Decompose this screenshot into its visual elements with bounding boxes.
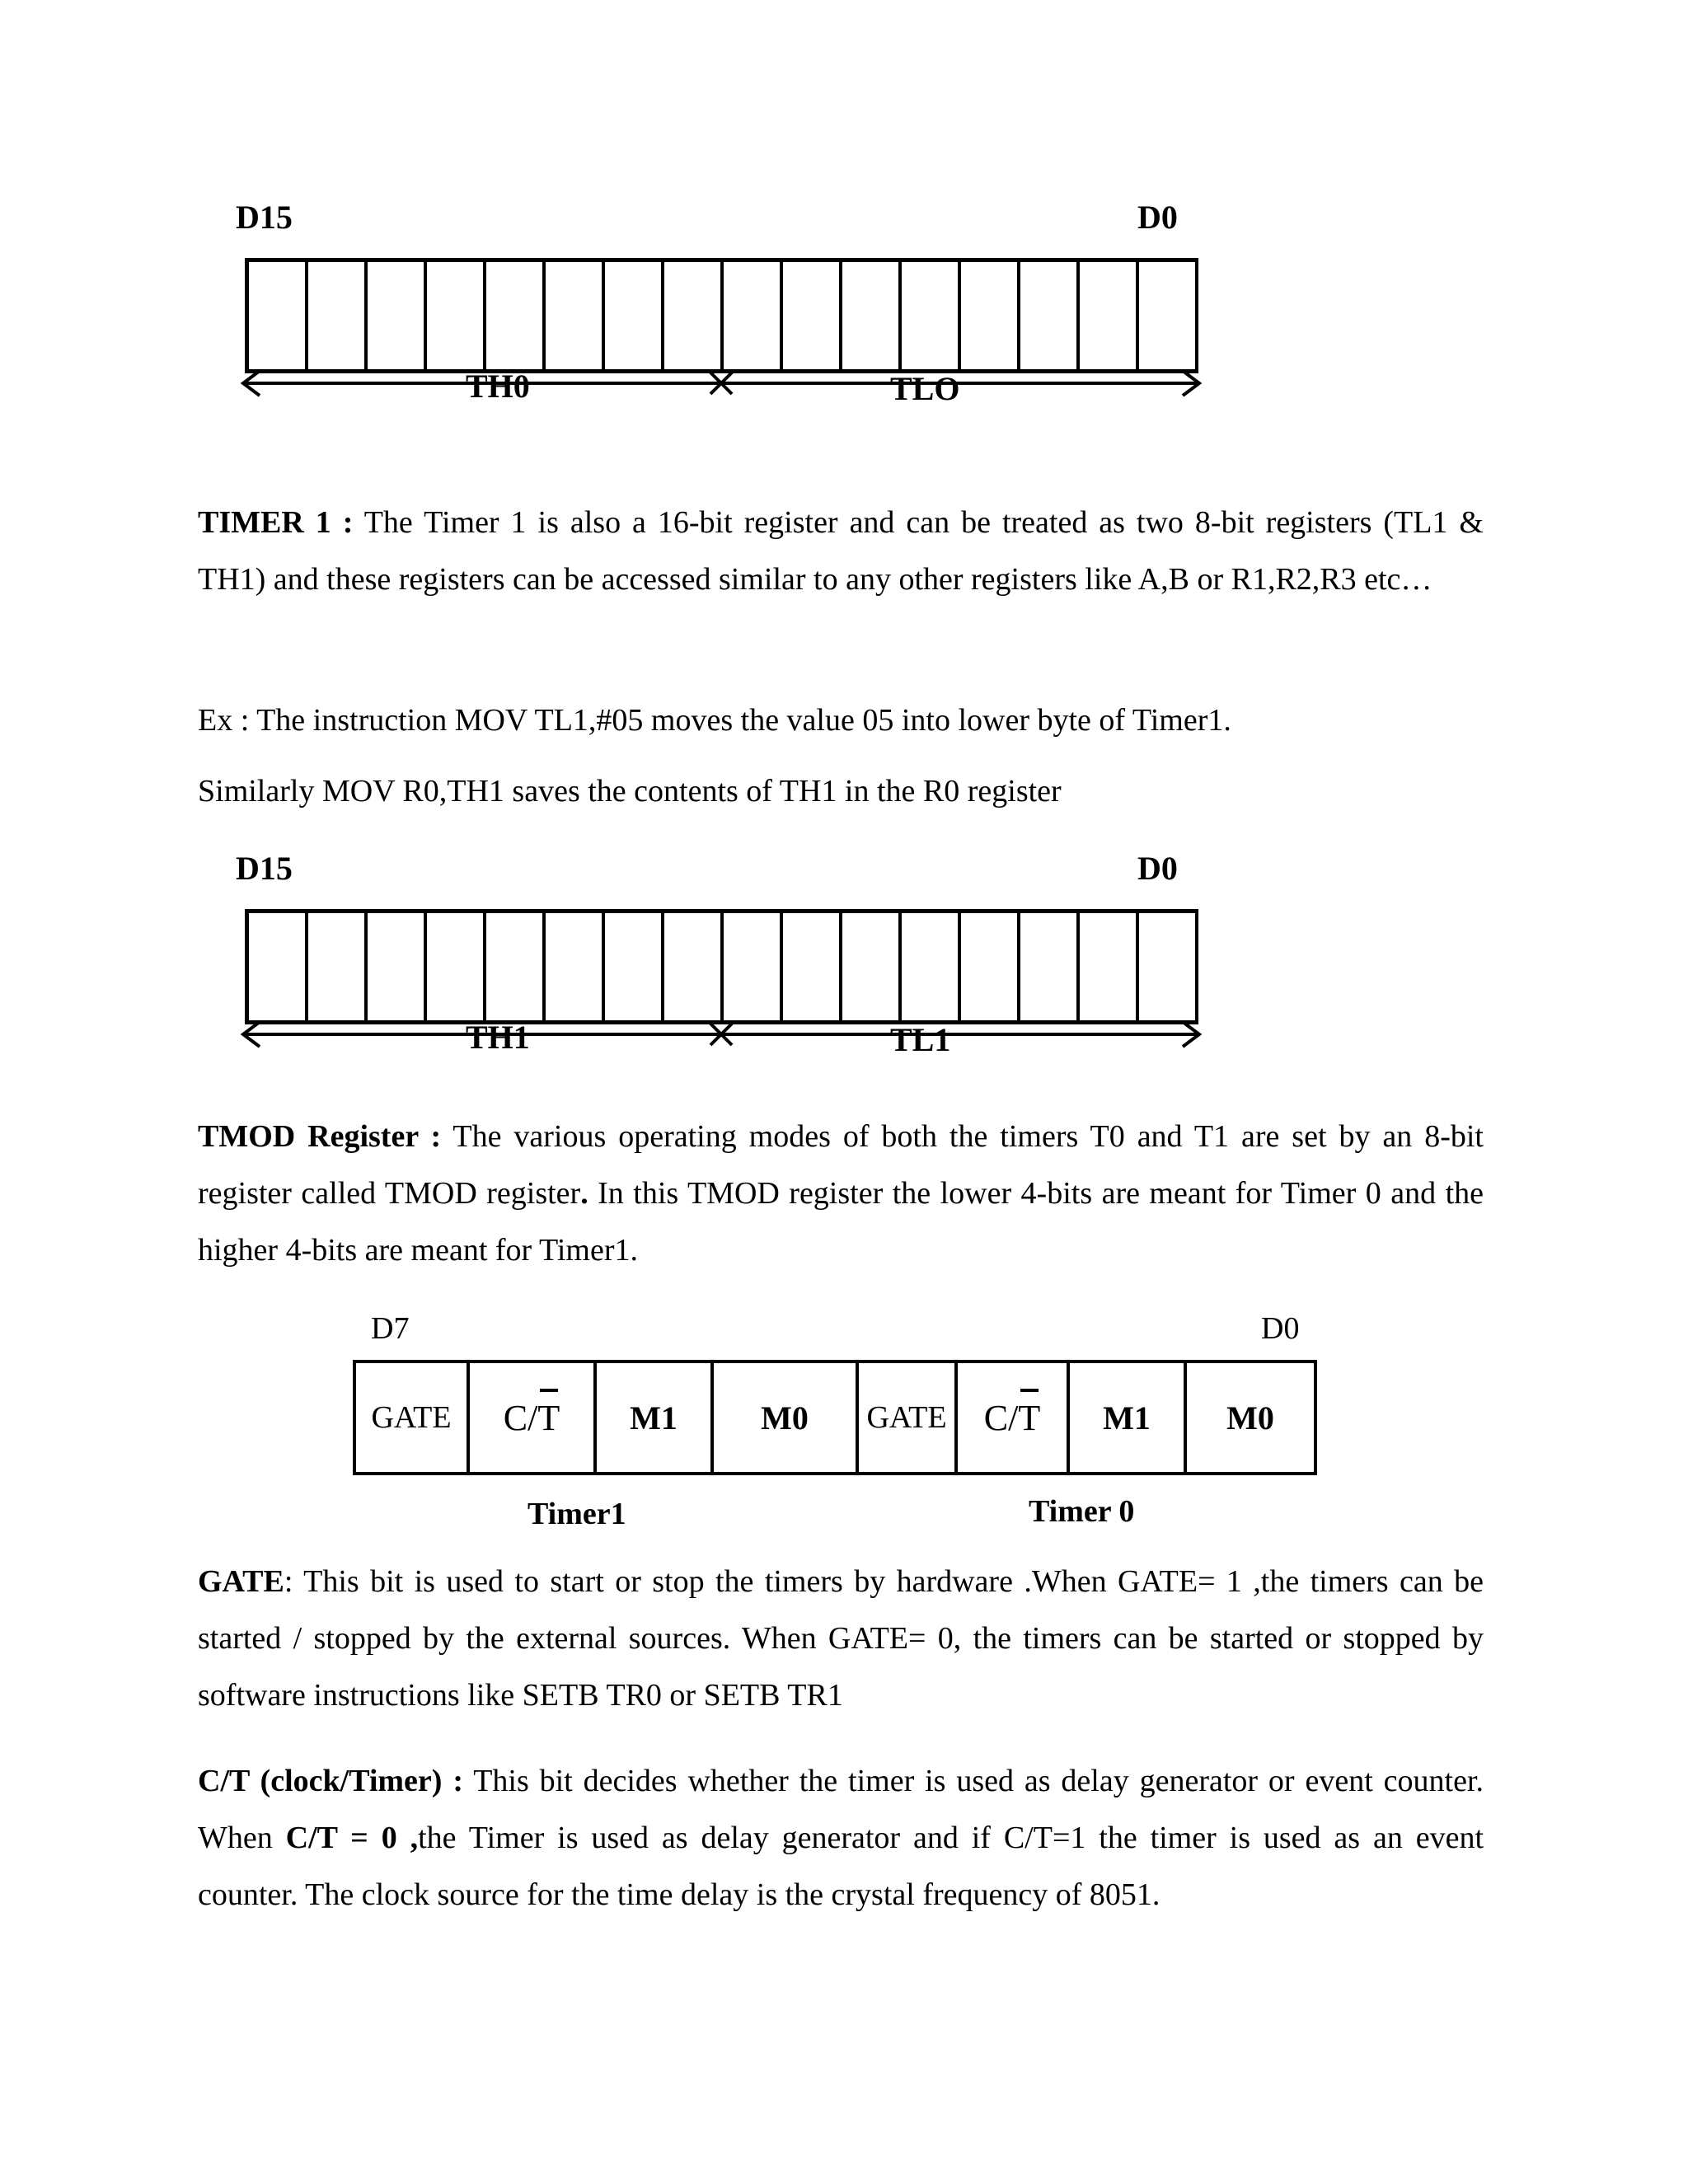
timer1-text: The Timer 1 is also a 16-bit register and can be treated as two 8-bit registers (TL1 & TH1) and these registers can be accessed similar to any other registers like A,B or R1,R2,R3 etc… (198, 505, 1484, 597)
high-byte-label: TH0 (466, 368, 530, 405)
tmod-text-1: The various operating modes of both the timers T0 and T1 are set by an 8-bit register called TMOD register (198, 1119, 1484, 1211)
tmod-register-diagram (353, 1310, 1325, 1541)
gate-heading: GATE (198, 1564, 284, 1599)
ct-text-1: This bit decides whether the timer is used as delay generator or event counter. When (198, 1764, 1484, 1855)
msb-label: D15 (236, 199, 293, 236)
group-label-timer1: Timer1 (528, 1497, 626, 1531)
span-arrow (239, 354, 1203, 404)
ct-bit-cell: C/T (467, 1360, 593, 1475)
example-line-2: Similarly MOV R0,TH1 saves the contents of TH1 in the R0 register (198, 774, 1062, 808)
tmod-heading: TMOD Register : (198, 1119, 442, 1154)
gate-text: : This bit is used to start or stop the timers by hardware .When GATE= 1 ,the timers can be started / stopped by the external sources. When GATE= 0, the timers can be started or stopped by software instructions like SETB TR0 or SETB TR1 (198, 1564, 1484, 1713)
tmod-period: . (580, 1176, 588, 1211)
ct-paragraph (198, 1753, 1484, 1924)
ct-text-2: the Timer is used as delay generator and if C/T=1 the timer is used as an event counter. The clock source for the time delay is the crystal frequency of 8051. (198, 1821, 1484, 1912)
low-byte-label: TL1 (890, 1021, 951, 1058)
tmod-bit-cells (353, 1360, 1317, 1475)
gate-paragraph (198, 1554, 1484, 1724)
lsb-label: D0 (1261, 1311, 1300, 1346)
lsb-label: D0 (1137, 850, 1178, 887)
msb-label: D7 (371, 1311, 410, 1346)
gate-bit-cell: GATE (856, 1360, 954, 1475)
tmod-paragraph (198, 1108, 1484, 1279)
timer1-paragraph (198, 494, 1484, 608)
example-line-1: Ex : The instruction MOV TL1,#05 moves the value 05 into lower byte of Timer1. (198, 703, 1231, 738)
group-label-timer0: Timer 0 (1029, 1494, 1135, 1529)
timer1-register-diagram (231, 849, 1220, 1096)
m1-bit-cell: M1 (1067, 1360, 1184, 1475)
timer1-heading: TIMER 1 : (198, 505, 354, 540)
ct-bit-cell: C/T (954, 1360, 1067, 1475)
low-byte-label: TLO (890, 370, 960, 407)
ct-heading: C/T (clock/Timer) : (198, 1764, 463, 1798)
lsb-label: D0 (1137, 199, 1178, 236)
high-byte-label: TH1 (466, 1019, 530, 1056)
tmod-text-2: In this TMOD register the lower 4-bits are meant for Timer 0 and the higher 4-bits are meant for Timer1. (198, 1176, 1484, 1268)
span-arrow (239, 1005, 1203, 1055)
msb-label: D15 (236, 850, 293, 887)
m0-bit-cell: M0 (1184, 1360, 1317, 1475)
m1-bit-cell: M1 (593, 1360, 710, 1475)
m0-bit-cell: M0 (710, 1360, 856, 1475)
gate-bit-cell: GATE (353, 1360, 467, 1475)
ct-bold-value: C/T = 0 , (285, 1821, 419, 1855)
timer0-register-diagram (231, 198, 1220, 445)
